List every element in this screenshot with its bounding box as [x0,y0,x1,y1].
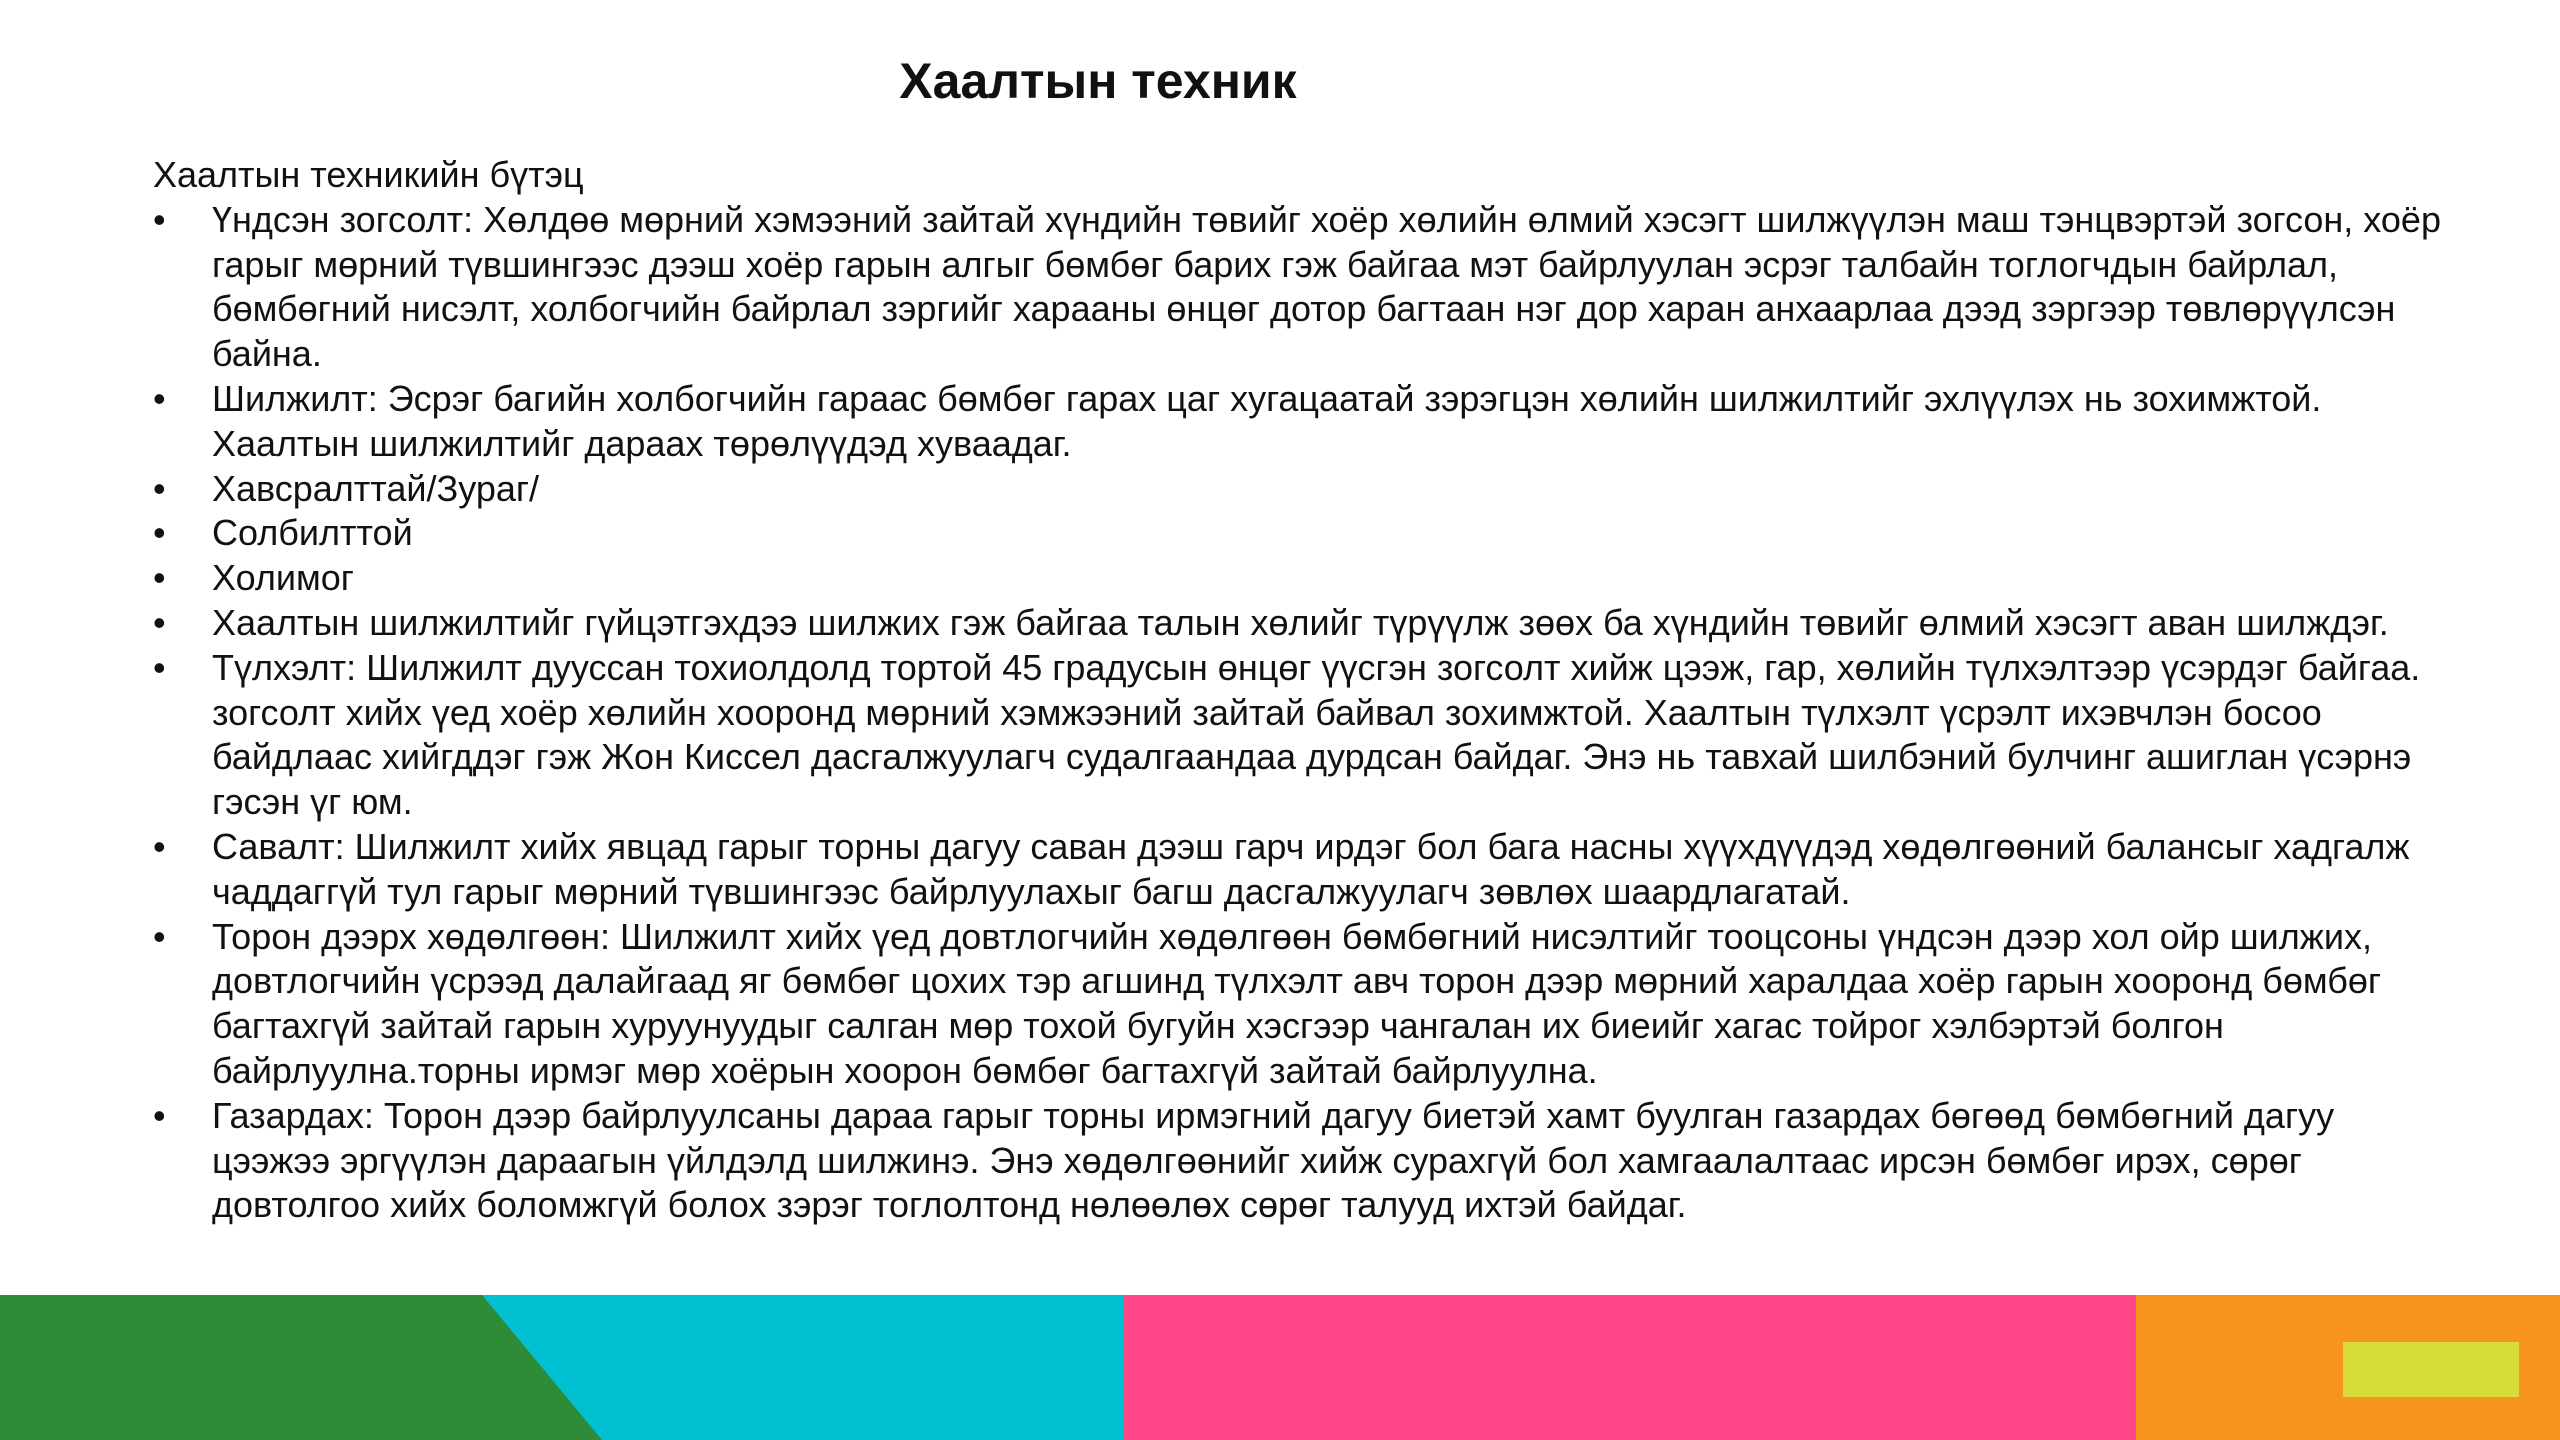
bullet-item-takeoff [153,646,2443,825]
bullet-item-movement-execution [153,601,2443,646]
slide-subtitle: Хаалтын техникийн бүтэц [153,154,584,195]
bullet-item-landing [153,1094,2443,1228]
bullet-text: Үндсэн зогсолт: Хөлдөө мөрний хэмээний зайтай хүндийн төвийг хоёр хөлийн өлмий хэсэгт шилжүүлэн маш тэнцвэртэй зогсон, хоёр гарыг мөрний түвшингээс дээш хоёр гарын алгыг бөмбөг барих гэж байгаа мэт байрлуулан эсрэг талбайн тоглогчдын байрлал, бөмбөгний нисэлт, холбогчийн байрлал зэргийг харааны өнцөг дотор багтаан нэг дор харан анхаарлаа дээд зэргээр төвлөрүүлсэн байна. [212,198,2441,375]
bullet-item-crossed [153,511,2443,556]
bullet-item-arm-swing [153,825,2443,915]
footer-color-band [0,1295,2560,1440]
bullet-item-mixed [153,556,2443,601]
bullet-text: Хавсралттай/Зураг/ [212,467,540,509]
bullet-icon: • [153,512,166,554]
footer-color-band-graphic [0,1295,2560,1440]
footer-pink-block [1124,1295,2137,1440]
bullet-item-basic-stance [153,198,2443,377]
bullet-icon: • [153,467,166,509]
bullet-icon: • [153,557,166,599]
bullet-icon: • [153,377,166,419]
bullet-icon: • [153,825,166,867]
footer-lime-block [2343,1342,2519,1397]
bullet-icon: • [153,915,166,957]
bullet-icon: • [153,646,166,688]
bullet-icon: • [153,1094,166,1136]
bullet-text: Түлхэлт: Шилжилт дууссан тохиолдолд тортой 45 градусын өнцөг үүсгэн зогсолт хийж цээж, гар, хөлийн түлхэлтээр үсэрдэг байгаа. зогсолт хийх үед хоёр хөлийн хооронд мөрний хэмжээний зайтай байвал зохимжтой. Хаалтын түлхэлт үсрэлт ихэвчлэн босоо байдлаас хийгддэг гэж Жон Киссел дасгалжуулагч судалгаандаа дурдсан байдаг. Энэ нь тавхай шилбэний булчинг ашиглан үсэрнэ гэсэн үг юм. [212,646,2421,823]
bullet-list [153,198,2443,1228]
bullet-text: Торон дээрх хөдөлгөөн: Шилжилт хийх үед довтлогчийн хөдөлгөөн бөмбөгний нисэлтийг тооцсоны үндсэн дээр хол ойр шилжих, довтлогчийн үсрээд далайгаад яг бөмбөг цохих тэр агшинд түлхэлт авч торон дээр мөрний харалдаа хоёр гарын хооронд бөмбөг багтахгүй зайтай гарын хуруунуудыг салган мөр тохой бугуйн хэсгээр чангалан их биеийг хагас тойрог хэлбэртэй болгон байрлуулна.торны ирмэг мөр хоёрын хоорон бөмбөг багтахгүй зайтай байрлуулна. [212,915,2382,1091]
bullet-icon: • [153,601,166,643]
bullet-item-net-action [153,915,2443,1094]
bullet-item-movement [153,377,2443,467]
bullet-text: Хаалтын шилжилтийг гүйцэтгэхдээ шилжих гэж байгаа талын хөлийг түрүүлж зөөх ба хүндийн төвийг өлмий хэсэгт аван шилждэг. [212,601,2389,643]
slide-title: Хаалтын техник [899,53,1297,109]
slide-content [153,153,2443,1228]
bullet-icon: • [153,198,166,240]
bullet-text: Газардах: Торон дээр байрлуулсаны дараа гарыг торны ирмэгний дагуу биетэй хамт буулган газардах бөгөөд бөмбөгний дагуу цээжээ эргүүлэн дараагын үйлдэлд шилжинэ. Энэ хөдөлгөөнийг хийж сурахгүй бол хамгаалалтаас ирсэн бөмбөг ирэх, сөрөг довтолгоо хийх боломжгүй болох зэрэг тоглолтонд нөлөөлөх сөрөг талууд ихтэй байдаг. [212,1094,2335,1226]
bullet-text: Шилжилт: Эсрэг багийн холбогчийн гараас бөмбөг гарах цаг хугацаатай зэрэгцэн хөлийн шилжилтийг эхлүүлэх нь зохимжтой. Хаалтын шилжилтийг дараах төрөлүүдэд хуваадаг. [212,377,2322,464]
bullet-text: Савалт: Шилжилт хийх явцад гарыг торны дагуу саван дээш гарч ирдэг бол бага насны хүүхдүүдэд хөдөлгөөний балансыг хадгалж чаддаггүй тул гарыг мөрний түвшингээс байрлуулахыг багш дасгалжуулагч зөвлөх шаардлагатай. [212,825,2410,912]
bullet-text: Солбилттой [212,512,413,554]
bullet-item-attached [153,467,2443,512]
bullet-text: Холимог [212,557,354,599]
